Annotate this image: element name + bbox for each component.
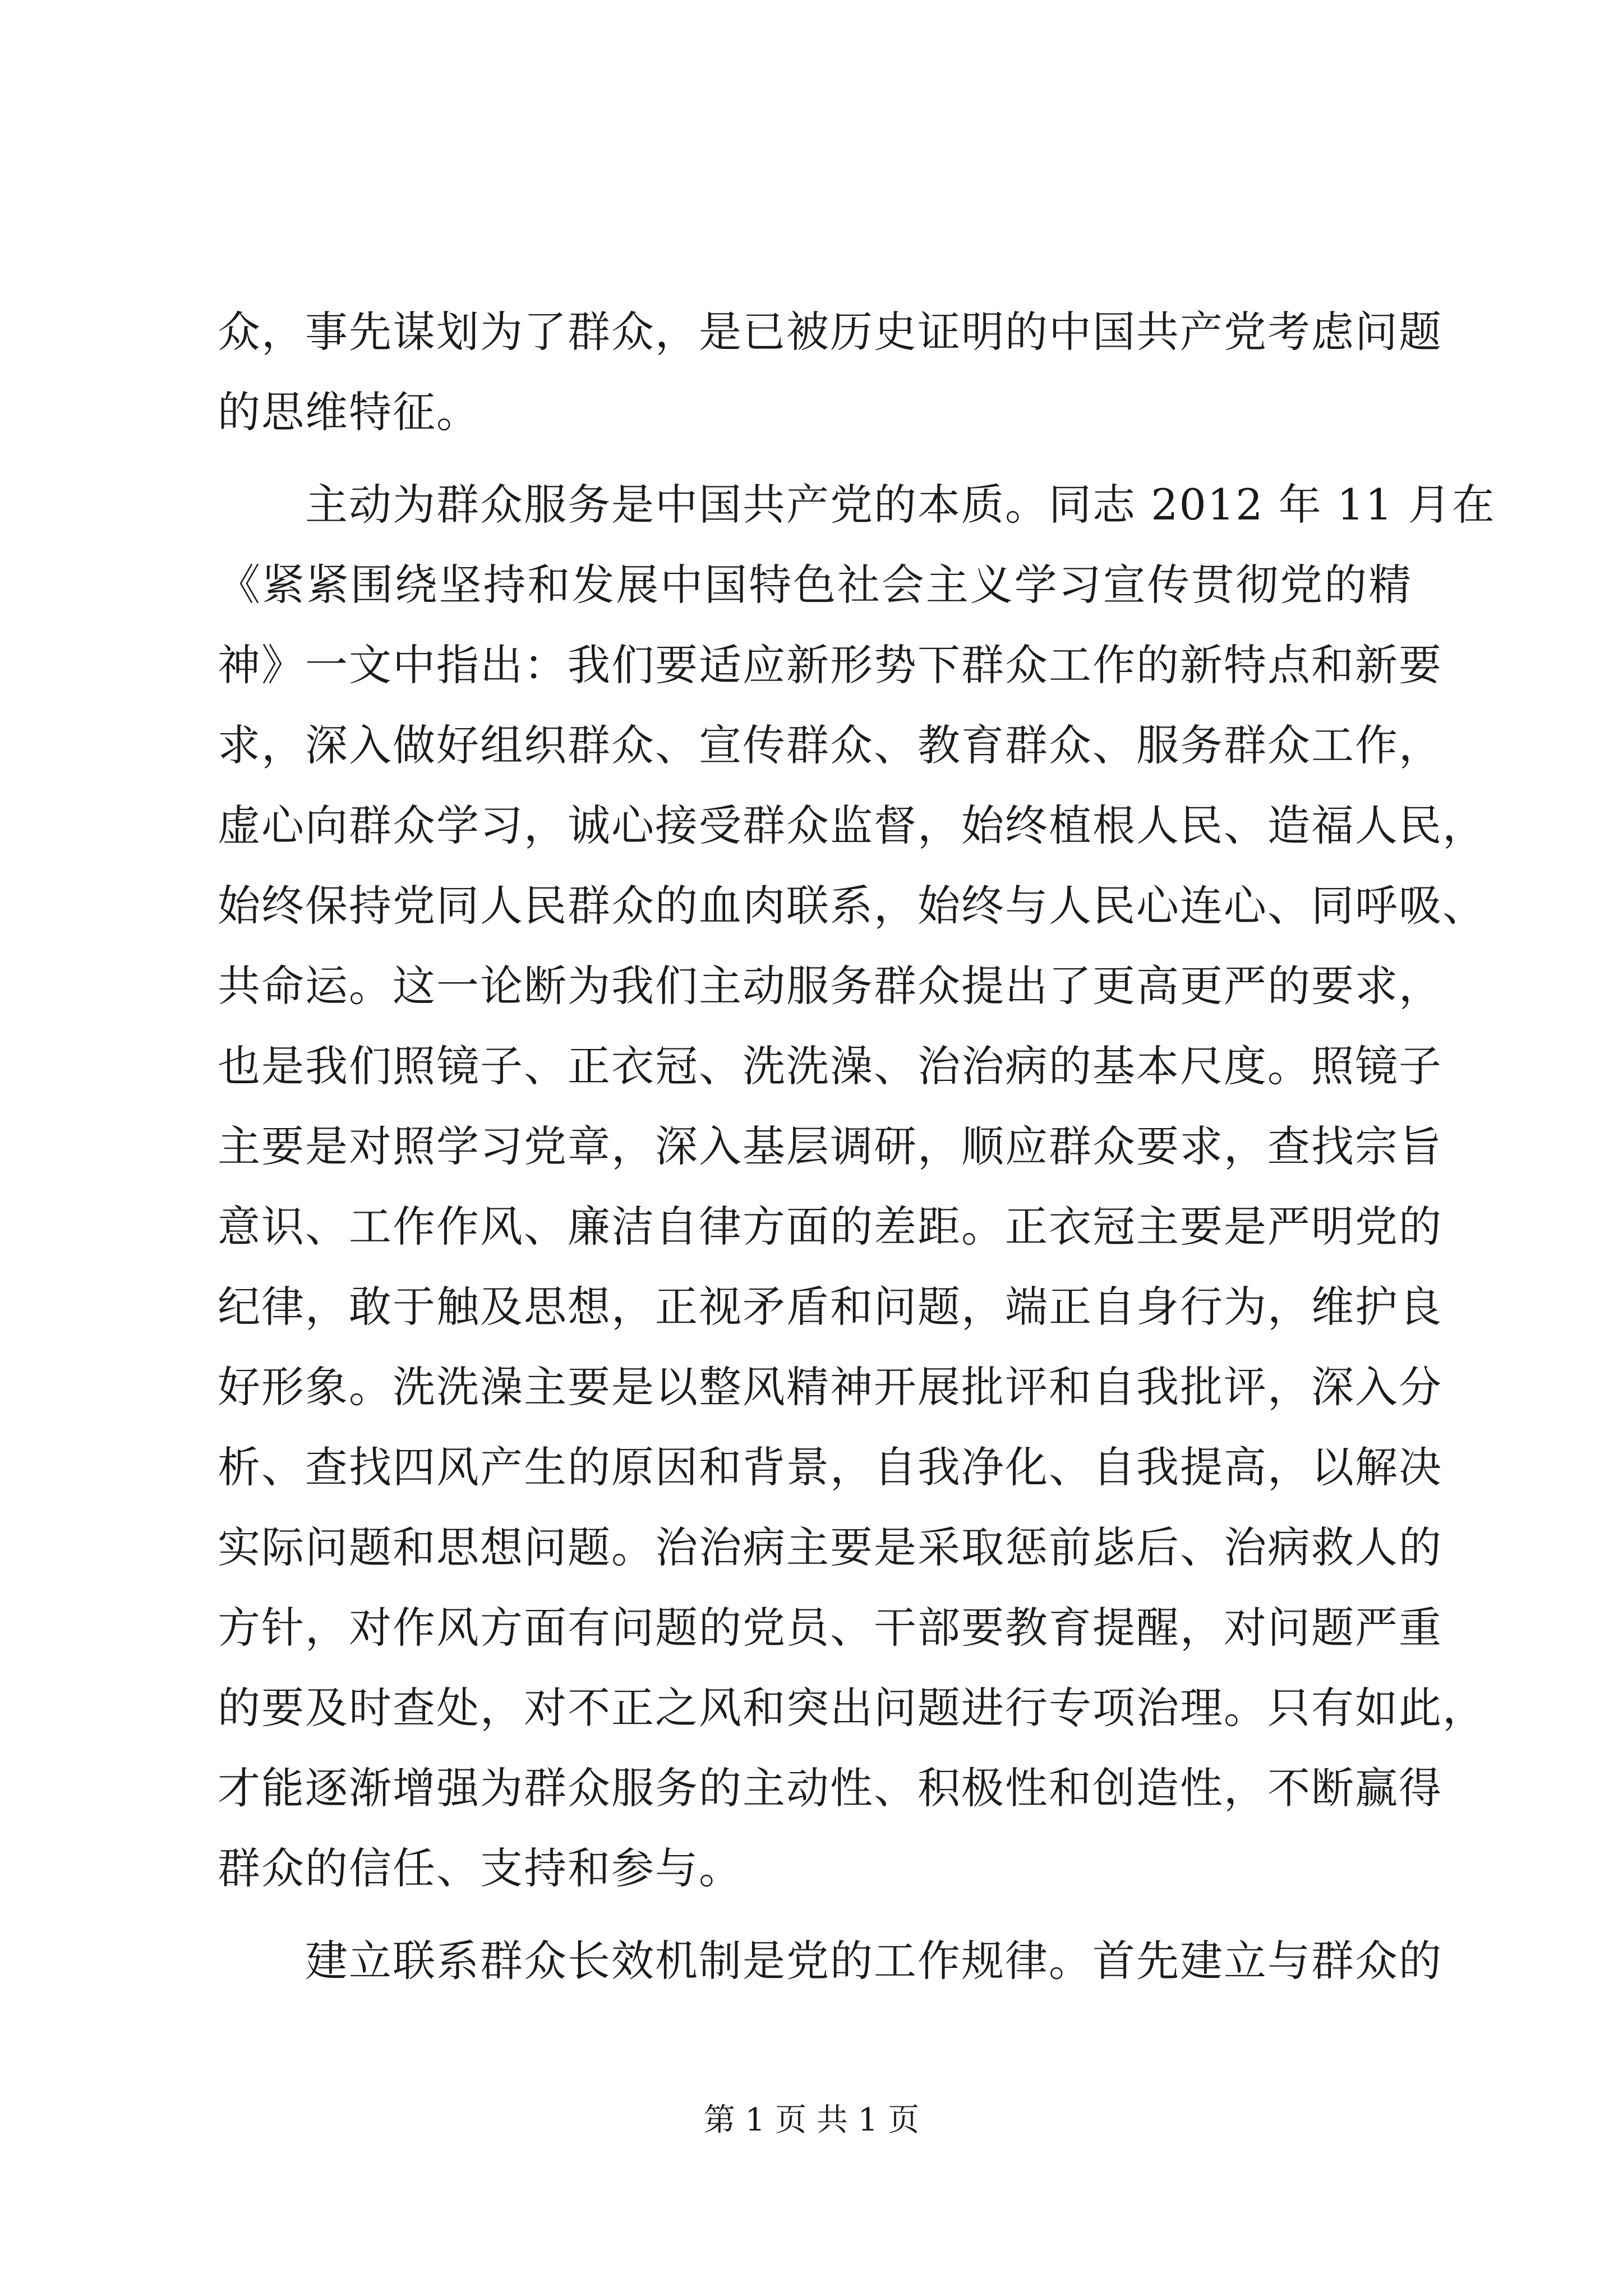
text-line: 主动为群众服务是中国共产党的本质。同志 2012 年 11 月在 bbox=[305, 480, 1496, 530]
text-line: 方针，对作风方面有问题的党员、干部要教育提醒，对问题严重 bbox=[218, 1603, 1442, 1653]
text-line: 求，深入做好组织群众、宣传群众、教育群众、服务群众工作， bbox=[218, 720, 1442, 770]
text-line: 虚心向群众学习，诚心接受群众监督，始终植根人民、造福人民， bbox=[218, 800, 1486, 850]
paragraph-gap bbox=[218, 1908, 1412, 1921]
text-line: 纪律，敢于触及思想，正视矛盾和问题，端正自身行为，维护良 bbox=[218, 1282, 1442, 1332]
text-line: 好形象。洗洗澡主要是以整风精神开展批评和自我批评，深入分 bbox=[218, 1362, 1442, 1412]
paragraph bbox=[218, 1921, 1442, 2001]
paragraph bbox=[218, 292, 1442, 452]
text-line: 也是我们照镜子、正衣冠、洗洗澡、治治病的基本尺度。照镜子 bbox=[218, 1041, 1442, 1091]
page-footer: 第 1 页 共 1 页 bbox=[703, 2102, 920, 2138]
text-line: 析、查找四风产生的原因和背景，自我净化、自我提高，以解决 bbox=[218, 1442, 1442, 1492]
text-line: 的思维特征。 bbox=[218, 387, 480, 437]
text-line: 共命运。这一论断为我们主动服务群众提出了更高更严的要求， bbox=[218, 961, 1442, 1011]
text-line: 实际问题和思想问题。治治病主要是采取惩前毖后、治病救人的 bbox=[218, 1522, 1442, 1572]
paragraph-gap bbox=[218, 452, 1412, 464]
text-line: 始终保持党同人民群众的血肉联系，始终与人民心连心、同呼吸、 bbox=[218, 881, 1486, 931]
text-line: 《紧紧围绕坚持和发展中国特色社会主义学习宣传贯彻党的精 bbox=[218, 560, 1412, 610]
text-line: 神》一文中指出：我们要适应新形势下群众工作的新特点和新要 bbox=[218, 640, 1442, 690]
text-line: 的要及时查处，对不正之风和突出问题进行专项治理。只有如此， bbox=[218, 1683, 1486, 1733]
text-line: 群众的信任、支持和参与。 bbox=[218, 1843, 743, 1893]
text-line: 众，事先谋划为了群众，是已被历史证明的中国共产党考虑问题 bbox=[218, 307, 1442, 357]
text-line: 才能逐渐增强为群众服务的主动性、积极性和创造性，不断赢得 bbox=[218, 1763, 1442, 1813]
paragraph bbox=[218, 464, 1496, 1908]
text-line: 建立联系群众长效机制是党的工作规律。首先建立与群众的 bbox=[305, 1936, 1442, 1986]
text-line: 意识、工作作风、廉洁自律方面的差距。正衣冠主要是严明党的 bbox=[218, 1202, 1442, 1251]
document-body bbox=[218, 292, 1496, 2001]
text-line: 主要是对照学习党章，深入基层调研，顺应群众要求，查找宗旨 bbox=[218, 1121, 1442, 1171]
